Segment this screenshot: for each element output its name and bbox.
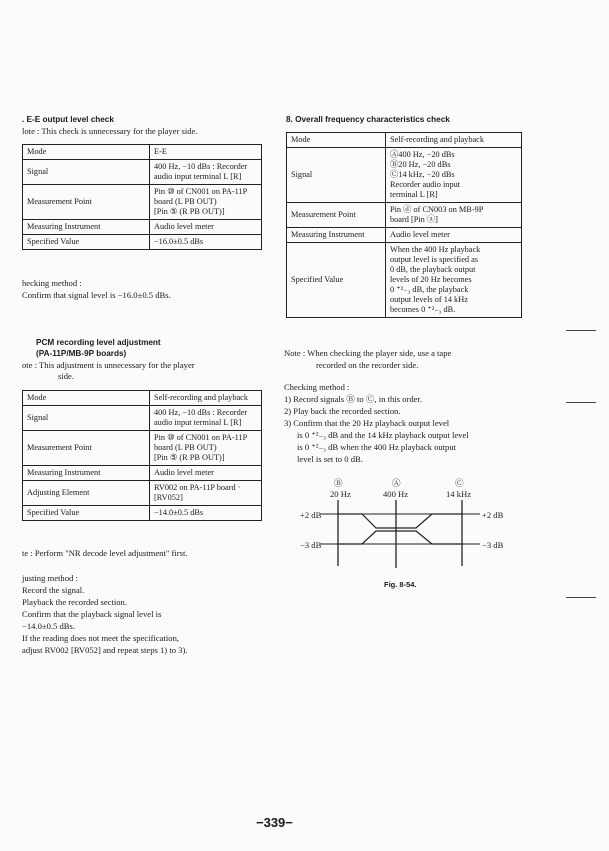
upper-limit-curve bbox=[338, 514, 462, 528]
figure-caption: Fig. 8-54. bbox=[384, 580, 417, 589]
row-label: Measurement Point bbox=[287, 203, 386, 228]
row-value: −14.0±0.5 dBs bbox=[150, 506, 262, 521]
table-row bbox=[287, 148, 522, 203]
table-row bbox=[287, 243, 522, 318]
pcm-step: adjust RV002 [RV052] and repeat steps 1) to 3). bbox=[22, 645, 188, 655]
pcm-step: If the reading does not meet the specification, bbox=[22, 633, 180, 643]
row-value: Audio level meter bbox=[150, 466, 262, 481]
ee-method-title: hecking method : bbox=[22, 278, 82, 288]
row-label: Mode bbox=[23, 391, 150, 406]
freq-step: is 0 ⁺²₋₃ dB when the 400 Hz playback output bbox=[297, 442, 457, 452]
row-label: Signal bbox=[287, 148, 386, 203]
row-label: Signal bbox=[23, 160, 150, 185]
pcm-note: ote : This adjustment is unnecessary for the player bbox=[22, 360, 195, 370]
pcm-method-title: justing method : bbox=[22, 573, 78, 583]
pcm-step: Confirm that the playback signal level is bbox=[22, 609, 162, 619]
freq-step: 1) Record signals Ⓑ to Ⓒ, in this order. bbox=[284, 394, 422, 404]
row-label: Specified Value bbox=[23, 235, 150, 250]
table-row bbox=[23, 160, 262, 185]
row-value: RV002 on PA-11P board · [RV052] bbox=[150, 481, 262, 506]
row-value: Pin ⓓ of CN003 on MB-9P board [Pin ⓐ] bbox=[386, 203, 522, 228]
freq-label-20hz: 20 Hz bbox=[330, 489, 351, 499]
minus-3db-right: −3 dB bbox=[482, 540, 504, 550]
row-label: Mode bbox=[23, 145, 150, 160]
freq-method-title: Checking method : bbox=[284, 382, 350, 392]
ee-note: lote : This check is unnecessary for the player side. bbox=[22, 126, 198, 136]
row-label: Mode bbox=[287, 133, 386, 148]
ee-method-text: Confirm that signal level is −16.0±0.5 dBs. bbox=[22, 290, 171, 300]
freq-step: 3) Confirm that the 20 Hz playback output level bbox=[284, 418, 450, 428]
row-value: When the 400 Hz playback output level is specified as 0 dB, the playback output levels of 20 Hz becomes 0 ⁺²₋₃ dB, the playback output levels of 14 kHz becomes 0 ⁺²₋₃ dB. bbox=[386, 243, 522, 318]
row-value: 400 Hz, −10 dBs : Recorder audio input terminal L [R] bbox=[150, 160, 262, 185]
freq-step: is 0 ⁺²₋₃ dB and the 14 kHz playback output level bbox=[297, 430, 469, 440]
row-value: Audio level meter bbox=[150, 220, 262, 235]
ee-section-title: . E-E output level check bbox=[22, 115, 114, 124]
margin-mark bbox=[566, 597, 596, 598]
row-value: 400 Hz, −10 dBs : Recorder audio input terminal L [R] bbox=[150, 406, 262, 431]
lower-limit-curve bbox=[338, 531, 462, 544]
table-row bbox=[287, 228, 522, 243]
row-value: Ⓐ400 Hz, −20 dBs Ⓑ20 Hz, −20 dBs Ⓒ14 kHz, −20 dBs Recorder audio input terminal L [R] bbox=[386, 148, 522, 203]
row-label: Specified Value bbox=[287, 243, 386, 318]
row-label: Specified Value bbox=[23, 506, 150, 521]
marker-a: Ⓐ bbox=[392, 478, 401, 488]
row-label: Measuring Instrument bbox=[23, 466, 150, 481]
plus-2db-left: +2 dB bbox=[300, 510, 322, 520]
freq-note-cont: recorded on the recorder side. bbox=[316, 360, 419, 370]
table-row bbox=[23, 466, 262, 481]
table-row bbox=[287, 203, 522, 228]
table-row bbox=[23, 185, 262, 220]
frequency-response-diagram bbox=[320, 498, 480, 568]
freq-label-14khz: 14 kHz bbox=[446, 489, 472, 499]
minus-3db-left: −3 dB bbox=[300, 540, 322, 550]
row-value: −16.0±0.5 dBs bbox=[150, 235, 262, 250]
table-row bbox=[23, 145, 262, 160]
row-value: Pin ⑩ of CN001 on PA-11P board (L PB OUT) [Pin ⑤ (R PB OUT)] bbox=[150, 431, 262, 466]
freq-note: Note : When checking the player side, use a tape bbox=[284, 348, 452, 358]
pcm-spec-table bbox=[22, 390, 262, 521]
table-row bbox=[23, 406, 262, 431]
pcm-note-after: te : Perform "NR decode level adjustment" first. bbox=[22, 548, 188, 558]
table-row bbox=[23, 506, 262, 521]
page-number: −339− bbox=[256, 815, 293, 830]
freq-step: level is set to 0 dB. bbox=[297, 454, 363, 464]
table-row bbox=[23, 391, 262, 406]
pcm-section-title: PCM recording level adjustment bbox=[36, 338, 161, 347]
freq-spec-table bbox=[286, 132, 522, 318]
row-value: Pin ⑩ of CN001 on PA-11P board (L PB OUT) [Pin ⑤ (R PB OUT)] bbox=[150, 185, 262, 220]
row-value: Self-recording and playback bbox=[150, 391, 262, 406]
pcm-note-cont: side. bbox=[58, 371, 74, 381]
row-label: Signal bbox=[23, 406, 150, 431]
marker-b: Ⓑ bbox=[334, 478, 343, 488]
table-row bbox=[23, 235, 262, 250]
pcm-step: Record the signal. bbox=[22, 585, 85, 595]
plus-2db-right: +2 dB bbox=[482, 510, 504, 520]
table-row bbox=[23, 431, 262, 466]
row-label: Measuring Instrument bbox=[23, 220, 150, 235]
margin-mark bbox=[566, 330, 596, 331]
table-row bbox=[23, 220, 262, 235]
row-label: Measurement Point bbox=[23, 185, 150, 220]
freq-section-title: 8. Overall frequency characteristics check bbox=[286, 115, 450, 124]
ee-spec-table bbox=[22, 144, 262, 250]
row-value: Audio level meter bbox=[386, 228, 522, 243]
pcm-step: Playback the recorded section. bbox=[22, 597, 127, 607]
margin-mark bbox=[566, 402, 596, 403]
row-value: E-E bbox=[150, 145, 262, 160]
row-value: Self-recording and playback bbox=[386, 133, 522, 148]
table-row bbox=[23, 481, 262, 506]
freq-label-400hz: 400 Hz bbox=[383, 489, 409, 499]
marker-c: Ⓒ bbox=[455, 478, 464, 488]
freq-step: 2) Play back the recorded section. bbox=[284, 406, 401, 416]
pcm-section-subtitle: (PA-11P/MB-9P boards) bbox=[36, 349, 127, 358]
row-label: Measuring Instrument bbox=[287, 228, 386, 243]
row-label: Measurement Point bbox=[23, 431, 150, 466]
table-row bbox=[287, 133, 522, 148]
row-label: Adjusting Element bbox=[23, 481, 150, 506]
pcm-step: −14.0±0.5 dBs. bbox=[22, 621, 76, 631]
